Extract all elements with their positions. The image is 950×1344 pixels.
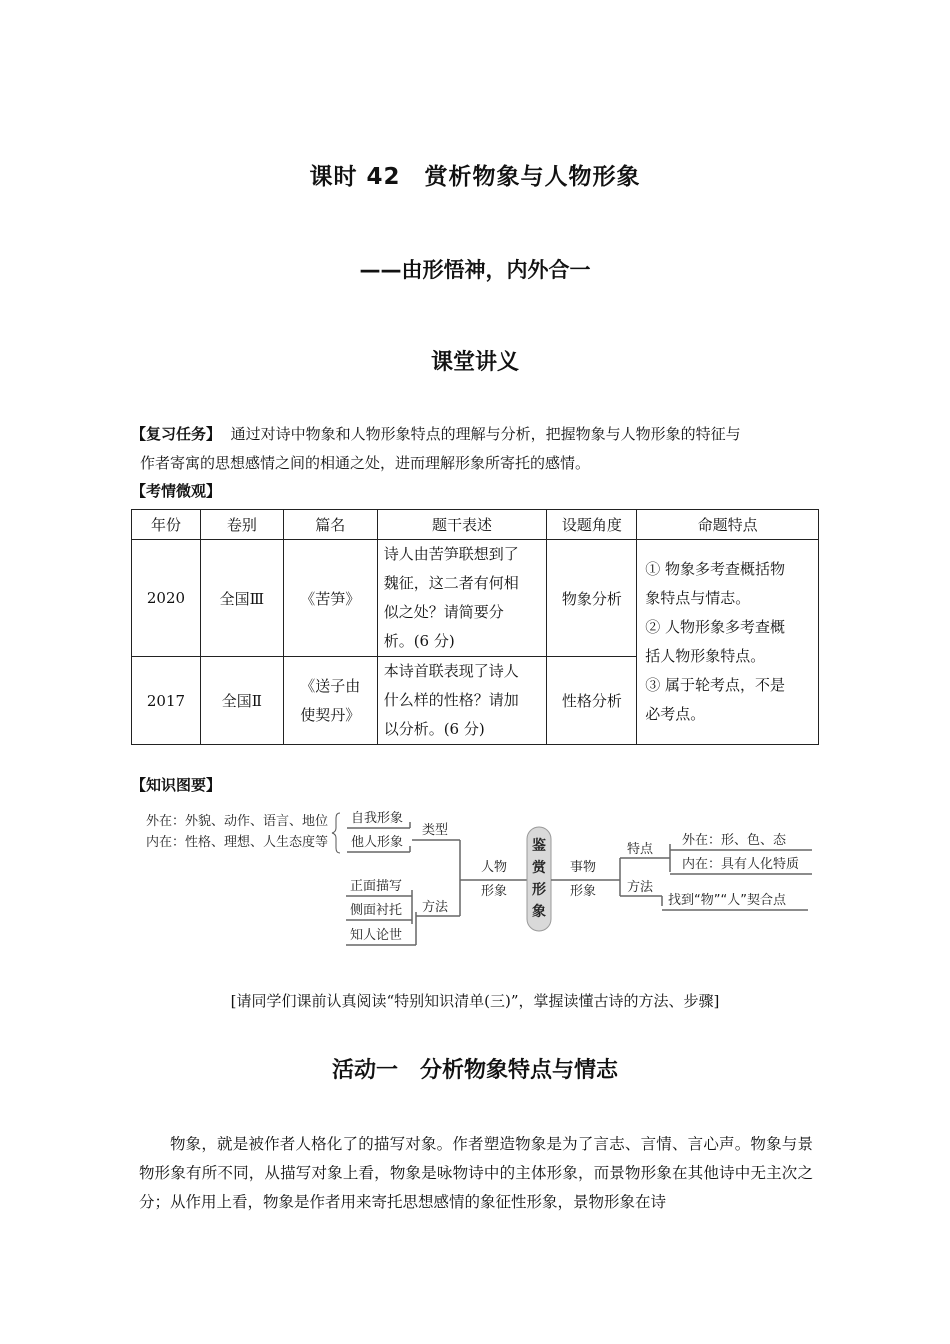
header-angle: 设题角度	[547, 510, 637, 540]
review-task-text-1: 通过对诗中物象和人物形象特点的理解与分析，把握物象与人物形象的特征与	[230, 425, 741, 443]
map-center-1: 鉴	[532, 838, 546, 854]
map-side: 侧面衬托	[350, 903, 403, 918]
map-center-4: 象	[532, 904, 546, 920]
exam-analysis-label: 【考情微观】	[131, 482, 222, 500]
exam-table	[131, 509, 819, 745]
cell-question: 诗人由苦笋联想到了 魏征，这二者有何相 似之处？请简要分 析。(6 分)	[377, 540, 547, 657]
cell-title: 《苦笋》	[283, 540, 377, 657]
cell-question: 本诗首联表现了诗人 什么样的性格？请加 以分析。(6 分)	[377, 657, 547, 745]
map-feature: 特点	[627, 842, 654, 857]
lesson-subtitle: ——由形悟神，内外合一	[359, 258, 591, 282]
activity-body: 物象，就是被作者人格化了的描写对象。作者塑造物象是为了言志、言情、言心声。物象与景物形象有所不同，从描写对象上看，物象是咏物诗中的主体形象，而景物形象在其他诗中无主次之分；从作用上看，物象是作者用来寄托思想感情的象征性形象，景物形象在诗	[139, 1135, 813, 1211]
cell-year: 2017	[132, 657, 201, 745]
map-center-3: 形	[532, 882, 546, 898]
map-inner: 内在：性格、理想、人生态度等	[146, 835, 329, 850]
map-person-2: 形象	[481, 884, 508, 899]
review-task-label: 【复习任务】	[131, 425, 222, 443]
header-question: 题干表述	[377, 510, 547, 540]
map-thing-2: 形象	[570, 884, 597, 899]
map-find: 找到“物”“人”契合点	[668, 893, 786, 908]
map-method-right: 方法	[627, 880, 654, 895]
cell-angle: 物象分析	[547, 540, 637, 657]
knowledge-map-label: 【知识图要】	[131, 776, 222, 794]
cell-features: ① 物象多考查概括物 象特点与情志。 ② 人物形象多考查概 括人物形象特点。 ③ 属于轮考点，不是 必考点。	[637, 540, 819, 745]
map-other-image: 他人形象	[351, 835, 404, 850]
header-paper: 卷别	[200, 510, 283, 540]
map-front: 正面描写	[350, 879, 403, 894]
map-self-image: 自我形象	[351, 811, 404, 826]
cell-paper: 全国Ⅱ	[200, 657, 283, 745]
activity-title: 活动一 分析物象特点与情志	[331, 1058, 618, 1083]
cell-angle: 性格分析	[547, 657, 637, 745]
map-brace	[332, 813, 340, 853]
cell-year: 2020	[132, 540, 201, 657]
map-method-left: 方法	[422, 900, 449, 915]
map-type-label: 类型	[422, 823, 449, 838]
map-outer: 外在：外貌、动作、语言、地位	[146, 814, 329, 829]
map-thing-1: 事物	[570, 860, 597, 875]
map-know: 知人论世	[350, 928, 403, 943]
table-row	[132, 540, 819, 657]
reading-note: [请同学们课前认真阅读“特别知识清单(三)”，掌握读懂古诗的方法、步骤]	[230, 992, 720, 1010]
header-title: 篇名	[283, 510, 377, 540]
cell-title: 《送子由 使契丹》	[283, 657, 377, 745]
cell-paper: 全国Ⅲ	[200, 540, 283, 657]
header-features: 命题特点	[637, 510, 819, 540]
lesson-title: 课时 42 赏析物象与人物形象	[309, 164, 641, 190]
knowledge-map-diagram	[140, 800, 820, 950]
review-task-line1	[131, 421, 821, 448]
review-task-text-2: 作者寄寓的思想感情之间的相通之处，进而理解形象所寄托的感情。	[140, 454, 591, 472]
section-heading: 课堂讲义	[430, 350, 519, 375]
header-year: 年份	[132, 510, 201, 540]
map-center-2: 赏	[532, 860, 546, 876]
map-outer-right: 外在：形、色、态	[682, 833, 787, 848]
map-person-1: 人物	[481, 860, 508, 875]
table-header-row	[132, 510, 819, 540]
map-inner-right: 内在：具有人化特质	[682, 857, 800, 872]
